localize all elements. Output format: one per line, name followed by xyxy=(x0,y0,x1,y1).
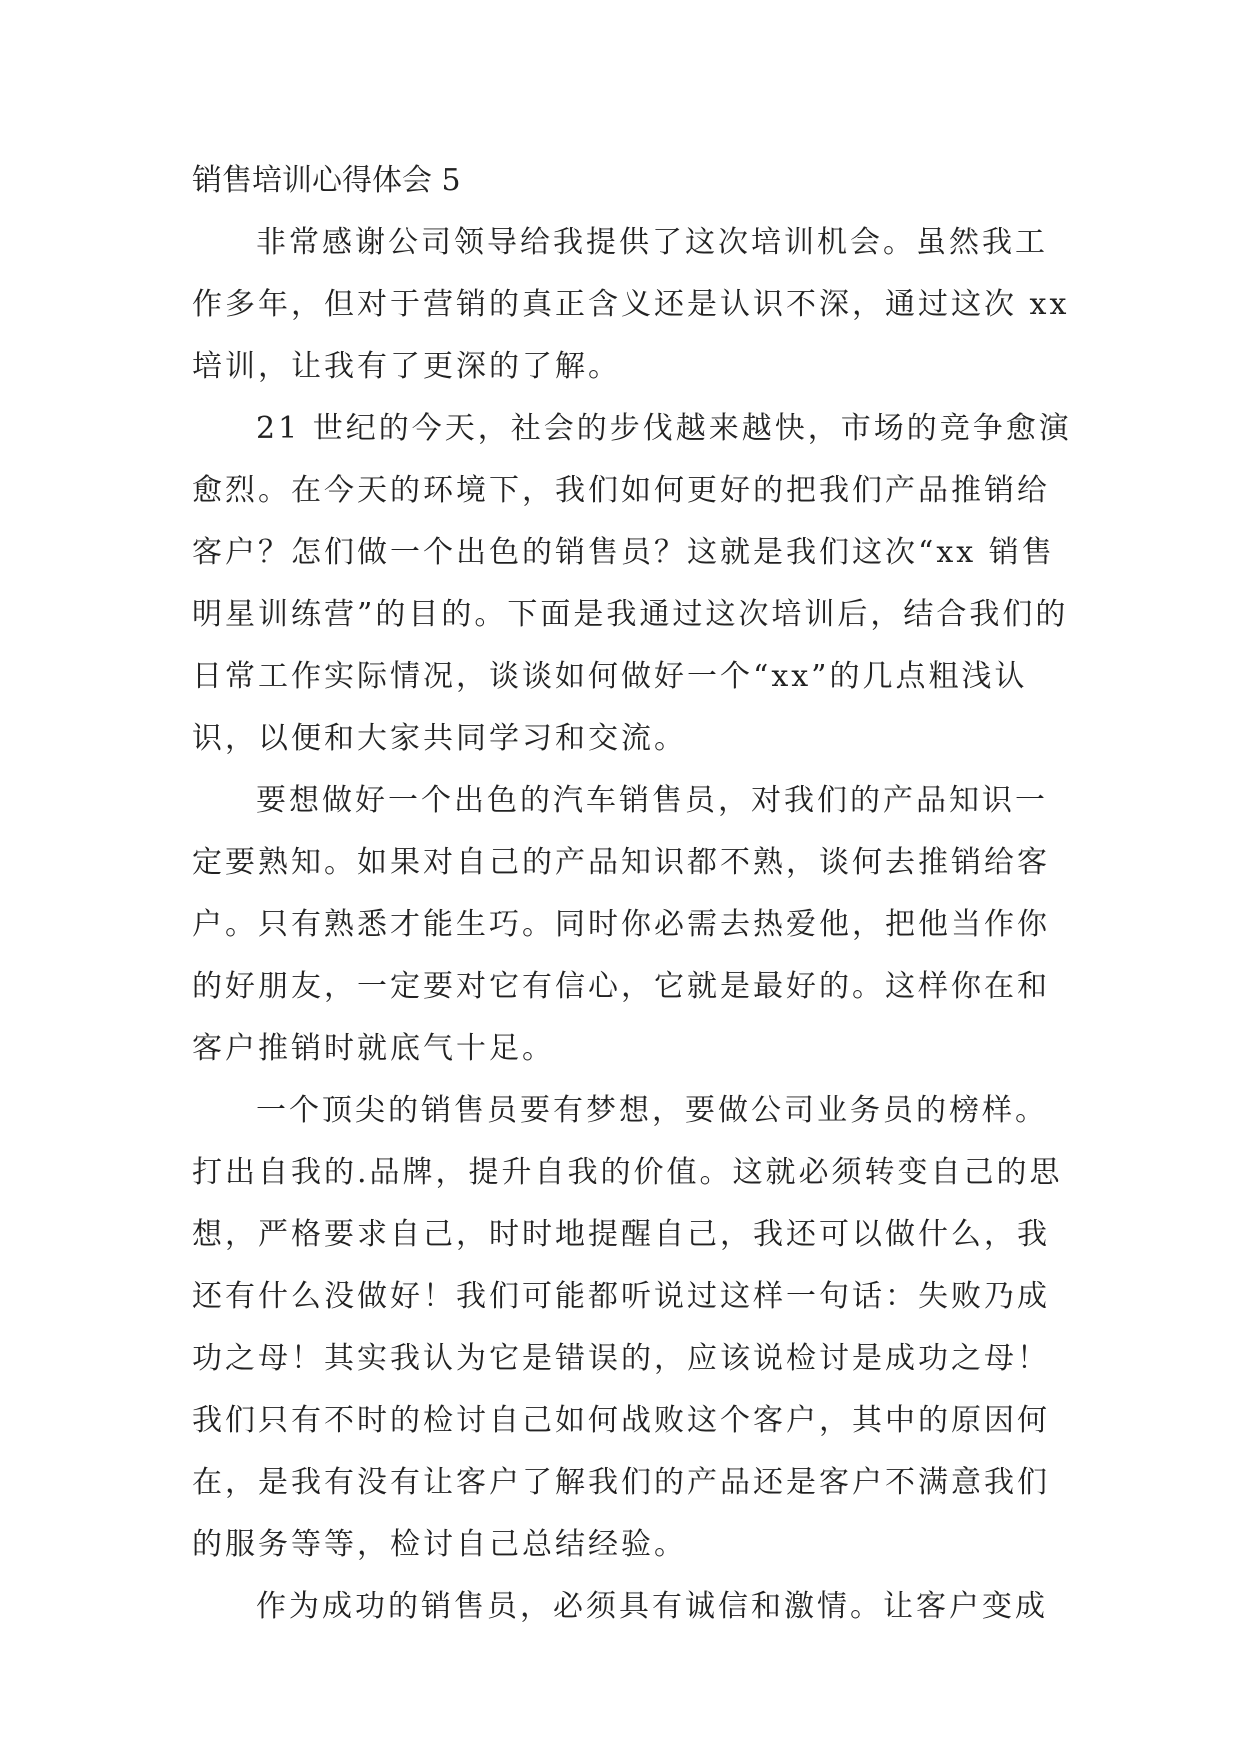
paragraph-2: 21 世纪的今天，社会的步伐越来越快，市场的竞争愈演愈烈。在今天的环境下，我们如何更好的把我们产品推销给客户？怎们做一个出色的销售员？这就是我们这次“xx 销售明星训练营”的目的。下面是我通过这次培训后，结合我们的日常工作实际情况，谈谈如何做好一个“xx”的几点粗浅认识，以便和大家共同学习和交流。 xyxy=(192,411,1072,756)
paragraph-4: 一个顶尖的销售员要有梦想，要做公司业务员的榜样。打出自我的.品牌，提升自我的价值。这就必须转变自己的思想，严格要求自己，时时地提醒自己，我还可以做什么，我还有什么没做好！我们可能都听说过这样一句话：失败乃成功之母！其实我认为它是错误的，应该说检讨是成功之母！我们只有不时的检讨自己如何战败这个客户，其中的原因何在，是我有没有让客户了解我们的产品还是客户不满意我们的服务等等，检讨自己总结经验。 xyxy=(192,1093,1063,1562)
paragraph-5: 作为成功的销售员，必须具有诚信和激情。让客户变成 xyxy=(256,1589,1048,1624)
paragraph-3: 要想做好一个出色的汽车销售员，对我们的产品知识一定要熟知。如果对自己的产品知识都不熟，谈何去推销给客户。只有熟悉才能生巧。同时你必需去热爱他，把他当作你的好朋友，一定要对它有信心，它就是最好的。这样你在和客户推销时就底气十足。 xyxy=(192,783,1050,1066)
paragraph-1: 非常感谢公司领导给我提供了这次培训机会。虽然我工作多年，但对于营销的真正含义还是认识不深，通过这次 xx 培训，让我有了更深的了解。 xyxy=(192,225,1070,384)
document-title: 销售培训心得体会 5 xyxy=(192,163,461,198)
document-body xyxy=(192,150,1072,1638)
